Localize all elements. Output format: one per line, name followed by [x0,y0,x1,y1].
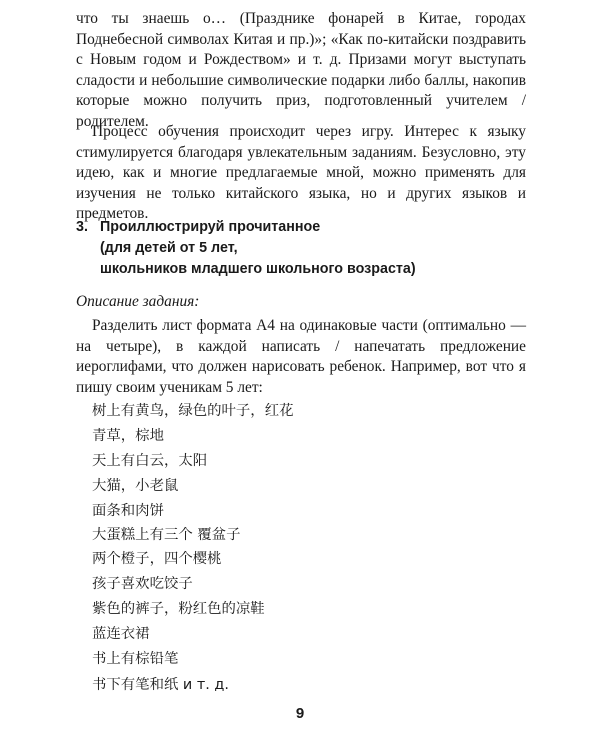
chinese-line: 面条和肉饼 [92,503,164,519]
chinese-line: 青草，棕地 [92,428,164,444]
chinese-line: 蓝连衣裙 [92,626,150,642]
chinese-line: 书上有棕铅笔 [92,651,179,667]
section-title-line-3: школьников младшего школьного возраста) [100,261,416,277]
paragraph-process [76,122,526,225]
chinese-line: 书下有笔和纸 и т. д. [92,677,229,693]
chinese-line: 紫色的裤子，粉红色的凉鞋 [92,601,265,617]
section-title-line-2: (для детей от 5 лет, [100,240,238,256]
paragraph-task [76,316,526,398]
description-label: Описание задания: [76,293,200,310]
chinese-line: 天上有白云，太阳 [92,453,208,469]
section-number: 3. [76,219,88,235]
chinese-line: 大蛋糕上有三个 覆盆子 [92,527,241,543]
chinese-line: 孩子喜欢吃饺子 [92,576,193,592]
paragraph-intro: что ты знаешь о… (Празднике фонарей в Китае, городах Поднебесной символах Китая и пр.)»; «Как по-китайски поздравить с Новым годом и Рождеством» и т. д. Призами могут выступать сладости и небольшие символические подарки либо баллы, накопив которые можно получить приз, подготовленный учителем / родителем. [76,10,526,130]
chinese-line: 树上有黄鸟，绿色的叶子，红花 [92,403,294,419]
section-title [100,217,416,280]
chinese-line: 两个橙子，四个樱桃 [92,551,222,567]
paragraph-task-text: Разделить лист формата А4 на одинаковые части (оптимально — на четыре), в каждой написать / напечатать предложение иероглифами, что должен нарисовать ребенок. Например, вот что я пишу своим ученикам 5 лет: [76,317,526,396]
paragraph-process-text: Процесс обучения происходит через игру. Интерес к языку стимулируется благодаря увлекательным заданиям. Безусловно, эту идею, как и многие предлагаемые мной, можно применять для изучения не только китайского языка, но и других языков и предметов. [76,123,526,222]
section-title-line-1: Проиллюстрируй прочитанное [100,219,321,235]
chinese-line: 大猫，小老鼠 [92,478,179,494]
page-number: 9 [295,705,305,722]
